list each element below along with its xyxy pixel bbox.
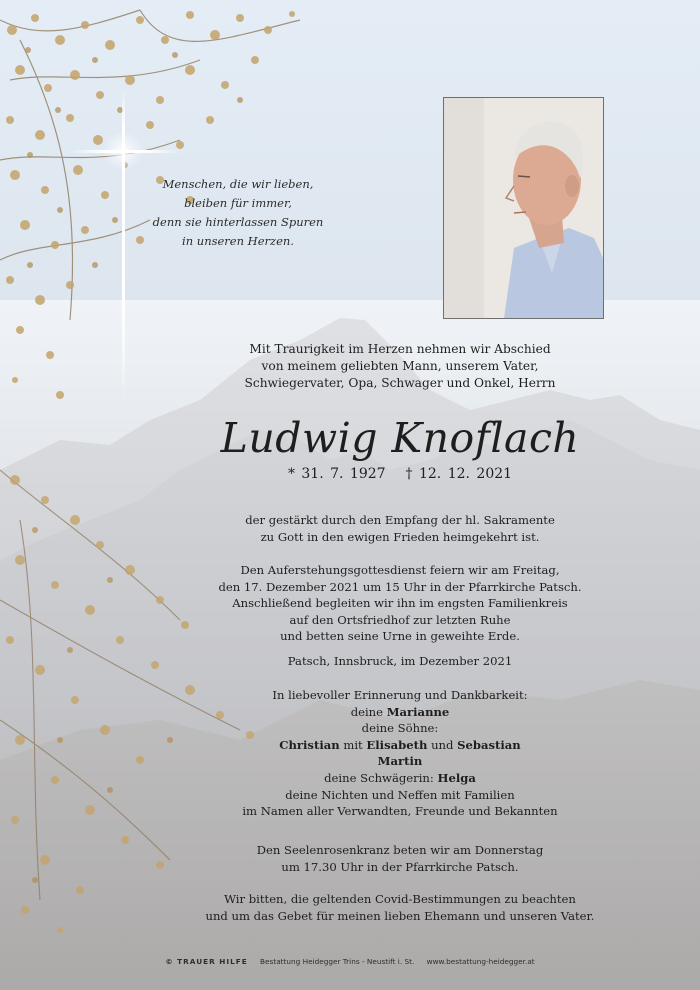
- son2-name: Martin: [377, 754, 423, 769]
- footer-brand: © TRAUER HILFE: [165, 957, 248, 966]
- paragraph-line: und betten seine Urne in geweihte Erde.: [280, 629, 520, 644]
- paragraph-line: zu Gott in den ewigen Frieden heimgekehrt ist.: [260, 529, 540, 544]
- deceased-name: Ludwig Knoflach: [220, 414, 580, 462]
- announcement-intro: [180, 341, 620, 392]
- sons-label: deine Söhne:: [361, 721, 439, 736]
- footer-url[interactable]: www.bestattung-heidegger.at: [426, 957, 535, 966]
- son1-line: [180, 737, 620, 754]
- footer-undertaker: Bestattung Heidegger Trins - Neustift i. St.: [260, 957, 415, 966]
- son1-and: und: [431, 737, 454, 752]
- grandchild-name: Sebastian: [457, 737, 521, 752]
- relatives-line: im Namen aller Verwandten, Freunde und Bekannten: [242, 804, 558, 819]
- covid-paragraph: [180, 891, 620, 924]
- son2-line: [180, 753, 620, 770]
- paragraph-line: Den Seelenrosenkranz beten wir am Donnerstag: [256, 843, 544, 857]
- paragraph-line: auf den Ortsfriedhof zur letzten Ruhe: [289, 612, 511, 627]
- paragraph-line: Den Auferstehungsgottesdienst feiern wir am Freitag,: [240, 563, 560, 577]
- son1-name: Christian: [279, 737, 340, 752]
- intro-line: Mit Traurigkeit im Herzen nehmen wir Abschied: [249, 342, 551, 356]
- paragraph-line: und um das Gebet für meinen lieben Ehemann und unseren Vater.: [205, 908, 595, 923]
- paragraph-line: den 17. Dezember 2021 um 15 Uhr in der Pfarrkirche Patsch.: [218, 579, 582, 594]
- intro-line: von meinem geliebten Mann, unserem Vater,: [261, 359, 539, 373]
- place-date: Patsch, Innsbruck, im Dezember 2021: [287, 654, 513, 668]
- sister-in-law-line: [180, 770, 620, 787]
- life-dates: [180, 464, 620, 484]
- intro-line: Schwiegervater, Opa, Schwager und Onkel, Herrn: [244, 376, 556, 390]
- paragraph-line: um 17.30 Uhr in der Pfarrkirche Patsch.: [281, 859, 519, 874]
- portrait-photo: [443, 97, 604, 319]
- wife-line: [180, 704, 620, 721]
- son1-partner: Elisabeth: [366, 737, 428, 752]
- mourners-list: [180, 687, 620, 820]
- quote-line: in unseren Herzen.: [182, 234, 294, 248]
- paragraph-line: der gestärkt durch den Empfang der hl. Sakramente: [245, 513, 555, 527]
- sacraments-paragraph: [180, 512, 620, 545]
- wife-name: Marianne: [386, 704, 450, 719]
- memorial-quote: [148, 175, 328, 251]
- footer: [0, 957, 700, 966]
- death-date: † 12. 12. 2021: [405, 466, 513, 482]
- mourners-intro: In liebevoller Erinnerung und Dankbarkeit:: [272, 688, 528, 702]
- paragraph-line: Anschließend begleiten wir ihn im engsten Familienkreis: [232, 596, 568, 611]
- quote-line: Menschen, die wir lieben,: [162, 177, 314, 191]
- son1-with: mit: [343, 737, 363, 752]
- quote-line: denn sie hinterlassen Spuren: [152, 215, 324, 229]
- sister-in-law-name: Helga: [437, 770, 476, 785]
- rosary-paragraph: [180, 842, 620, 875]
- funeral-service-paragraph: [180, 562, 620, 645]
- quote-line: bleiben für immer,: [184, 196, 292, 210]
- nieces-line: deine Nichten und Neffen mit Familien: [285, 787, 515, 802]
- birth-date: * 31. 7. 1927: [287, 466, 386, 482]
- light-cross-glow: [103, 131, 143, 171]
- sister-in-law-label: deine Schwägerin:: [324, 770, 434, 785]
- wife-prefix: deine: [350, 704, 384, 719]
- paragraph-line: Wir bitten, die geltenden Covid-Bestimmungen zu beachten: [224, 892, 576, 906]
